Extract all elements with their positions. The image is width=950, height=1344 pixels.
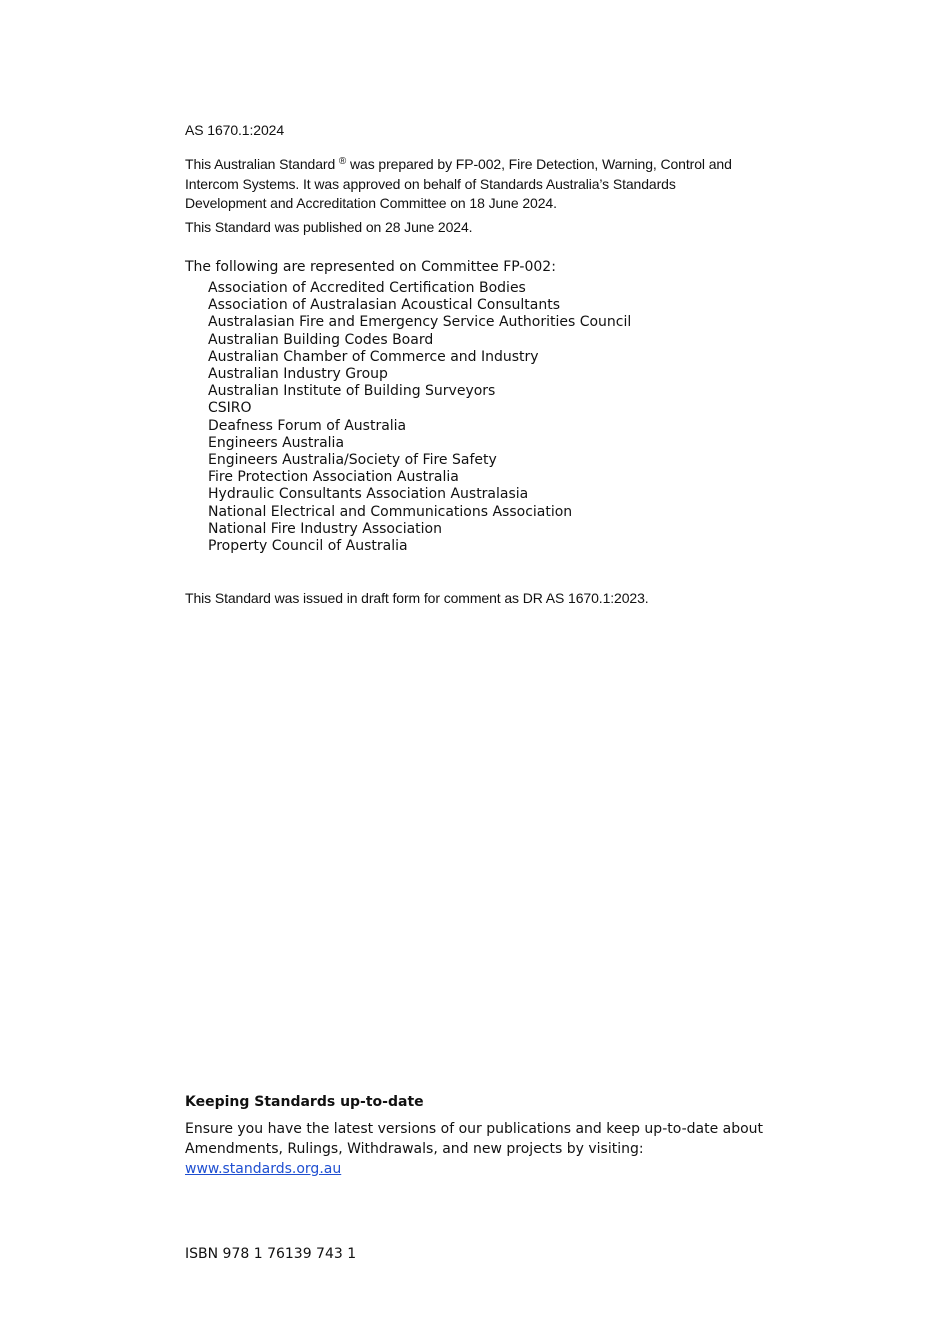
committee-member: Engineers Australia/Society of Fire Safety: [208, 452, 497, 469]
committee-member: Fire Protection Association Australia: [208, 469, 459, 486]
committee-member: Australian Building Codes Board: [208, 331, 434, 348]
committee-member: Engineers Australia: [208, 434, 345, 451]
committee-member: Australasian Fire and Emergency Service Authorities Council: [208, 314, 632, 331]
isbn: ISBN 978 1 76139 743 1: [185, 1246, 357, 1262]
preparation-text-start: This Australian Standard: [185, 156, 339, 172]
committee-member: Property Council of Australia: [208, 538, 408, 555]
committee-member: Association of Accredited Certification Bodies: [208, 280, 526, 296]
committee-member: National Fire Industry Association: [208, 520, 442, 537]
committee-intro: The following are represented on Committee FP-002:: [185, 259, 556, 275]
standard-code: AS 1670.1:2024: [185, 122, 285, 138]
keeping-up-to-date-heading: Keeping Standards up-to-date: [185, 1094, 424, 1110]
registered-mark: ®: [338, 156, 347, 167]
committee-member: CSIRO: [208, 400, 252, 417]
committee-member: Australian Institute of Building Surveyors: [208, 383, 496, 400]
draft-statement: This Standard was issued in draft form for comment as DR AS 1670.1:2023.: [185, 590, 649, 606]
committee-member: Deafness Forum of Australia: [208, 417, 407, 434]
committee-member-list: [208, 280, 631, 555]
standards-website-link[interactable]: www.standards.org.au: [185, 1161, 342, 1177]
committee-member: Australian Chamber of Commerce and Industry: [208, 348, 539, 365]
committee-member: Association of Australasian Acoustical Consultants: [208, 297, 560, 314]
preparation-paragraph: [185, 155, 745, 214]
keeping-up-to-date-text: Ensure you have the latest versions of our publications and keep up-to-date about Amendments, Rulings, Withdrawals, and new projects by visiting:: [185, 1121, 764, 1157]
committee-member: National Electrical and Communications Association: [208, 503, 573, 520]
published-statement: This Standard was published on 28 June 2024.: [185, 219, 473, 235]
committee-member: Australian Industry Group: [208, 366, 388, 383]
preparation-text-end: was prepared by FP-002, Fire Detection, Warning, Control and Intercom Systems. It was approved on behalf of Standards Australia’s Standards Development and Accreditation Committee on 18 June 2024.: [185, 156, 732, 211]
committee-member: Hydraulic Consultants Association Australasia: [208, 486, 529, 503]
keeping-up-to-date-paragraph: [185, 1119, 785, 1179]
